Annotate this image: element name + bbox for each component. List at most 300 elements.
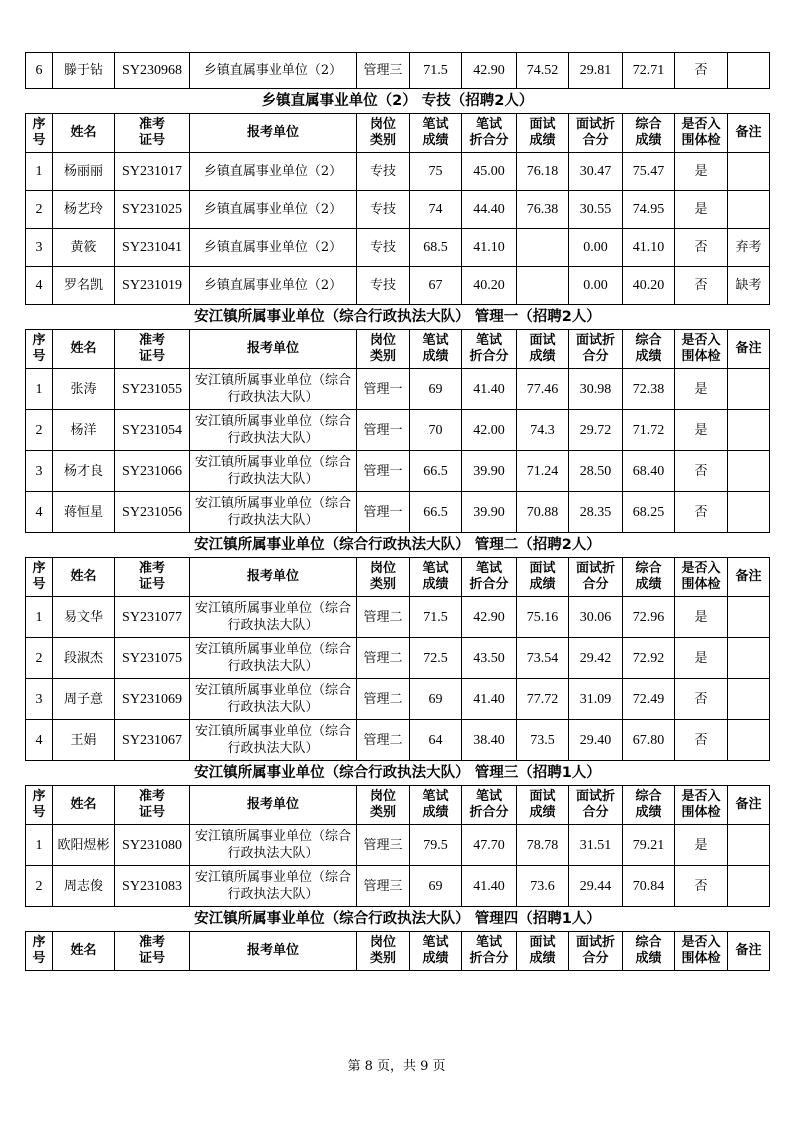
cell-8: 70.88 <box>517 492 569 533</box>
column-header-text: 成绩 <box>422 133 449 148</box>
cell-11: 是 <box>675 825 728 866</box>
column-header-text: 面试 <box>529 333 556 348</box>
cell-7: 42.90 <box>462 597 517 638</box>
table-row <box>26 229 770 267</box>
column-header-text: 姓名 <box>70 341 97 356</box>
section-title: 乡镇直属事业单位（2） 专技（招聘2人） <box>261 93 534 109</box>
column-header-text: 成绩 <box>529 349 556 364</box>
cell-4: 安江镇所属事业单位（综合行政执法大队） <box>190 410 357 451</box>
cell-8: 73.54 <box>517 638 569 679</box>
column-header-text: 笔试 <box>422 935 449 950</box>
cell-1: 4 <box>26 267 53 305</box>
section-title-row <box>26 761 770 786</box>
cell-5: 专技 <box>357 267 410 305</box>
cell-4: 安江镇所属事业单位（综合行政执法大队） <box>190 369 357 410</box>
cell-9: 29.42 <box>569 638 623 679</box>
column-header <box>115 330 190 369</box>
cell-2: 周子意 <box>53 679 115 720</box>
cell-12 <box>728 410 770 451</box>
column-header-text: 合分 <box>582 951 609 966</box>
cell-5: 管理一 <box>357 492 410 533</box>
column-header-text: 围体检 <box>681 349 721 364</box>
cell-3: SY231019 <box>115 267 190 305</box>
cell-7: 39.90 <box>462 451 517 492</box>
cell-2: 杨洋 <box>53 410 115 451</box>
cell-9: 29.81 <box>569 53 623 89</box>
cell-9: 28.35 <box>569 492 623 533</box>
cell-11: 否 <box>675 229 728 267</box>
column-header-text: 证号 <box>138 133 165 148</box>
cell-2: 王娟 <box>53 720 115 761</box>
column-header-text: 笔试 <box>475 789 502 804</box>
column-header-text: 成绩 <box>529 133 556 148</box>
cell-9: 30.47 <box>569 153 623 191</box>
cell-6: 79.5 <box>410 825 462 866</box>
column-header-text: 围体检 <box>681 577 721 592</box>
column-header-text: 是否入 <box>681 789 721 804</box>
cell-10: 72.92 <box>623 638 675 679</box>
column-header-text: 姓名 <box>70 797 97 812</box>
table-row <box>26 53 770 89</box>
cell-6: 64 <box>410 720 462 761</box>
column-header <box>190 932 357 971</box>
column-header-text: 成绩 <box>422 951 449 966</box>
column-header-text: 围体检 <box>681 805 721 820</box>
column-header <box>728 932 770 971</box>
cell-8: 73.6 <box>517 866 569 907</box>
cell-9: 29.40 <box>569 720 623 761</box>
table-row <box>26 492 770 533</box>
cell-8 <box>517 229 569 267</box>
cell-7: 41.40 <box>462 369 517 410</box>
table-row <box>26 866 770 907</box>
column-header-text: 是否入 <box>681 117 721 132</box>
cell-3: SY231069 <box>115 679 190 720</box>
cell-12: 缺考 <box>728 267 770 305</box>
cell-12 <box>728 597 770 638</box>
column-header-text: 笔试 <box>422 561 449 576</box>
cell-2: 黄筱 <box>53 229 115 267</box>
column-header <box>410 932 462 971</box>
cell-12 <box>728 866 770 907</box>
header-row <box>26 114 770 153</box>
cell-6: 75 <box>410 153 462 191</box>
column-header <box>26 114 53 153</box>
cell-3: SY231083 <box>115 866 190 907</box>
column-header <box>26 786 53 825</box>
column-header-text: 面试折 <box>575 789 615 804</box>
table-row <box>26 825 770 866</box>
cell-7: 44.40 <box>462 191 517 229</box>
cell-9: 30.06 <box>569 597 623 638</box>
cell-8: 75.16 <box>517 597 569 638</box>
cell-10: 40.20 <box>623 267 675 305</box>
cell-10: 72.71 <box>623 53 675 89</box>
cell-3: SY231066 <box>115 451 190 492</box>
column-header-text: 成绩 <box>422 349 449 364</box>
cell-1: 1 <box>26 153 53 191</box>
column-header <box>462 558 517 597</box>
cell-10: 72.49 <box>623 679 675 720</box>
column-header-text: 综合 <box>635 333 662 348</box>
section-title-row <box>26 907 770 932</box>
column-header-text: 成绩 <box>635 577 662 592</box>
cell-5: 管理三 <box>357 866 410 907</box>
column-header <box>728 330 770 369</box>
column-header <box>623 330 675 369</box>
cell-10: 68.25 <box>623 492 675 533</box>
column-header <box>675 786 728 825</box>
cell-2: 蒋恒星 <box>53 492 115 533</box>
cell-2: 滕于钻 <box>53 53 115 89</box>
column-header-text: 类别 <box>369 577 396 592</box>
cell-12 <box>728 191 770 229</box>
cell-6: 68.5 <box>410 229 462 267</box>
cell-11: 否 <box>675 267 728 305</box>
cell-5: 管理二 <box>357 638 410 679</box>
table-row <box>26 410 770 451</box>
cell-7: 41.40 <box>462 866 517 907</box>
cell-5: 管理一 <box>357 410 410 451</box>
cell-6: 66.5 <box>410 451 462 492</box>
cell-1: 1 <box>26 369 53 410</box>
cell-5: 管理一 <box>357 369 410 410</box>
column-header-text: 证号 <box>138 577 165 592</box>
column-header-text: 类别 <box>369 951 396 966</box>
column-header <box>728 786 770 825</box>
column-header-text: 备注 <box>735 341 762 356</box>
cell-12 <box>728 679 770 720</box>
cell-8: 77.72 <box>517 679 569 720</box>
table-row <box>26 638 770 679</box>
cell-7: 39.90 <box>462 492 517 533</box>
table-row <box>26 267 770 305</box>
column-header <box>517 786 569 825</box>
column-header <box>115 558 190 597</box>
column-header-text: 号 <box>32 349 46 364</box>
section-title-row <box>26 533 770 558</box>
cell-7: 42.00 <box>462 410 517 451</box>
cell-12 <box>728 720 770 761</box>
cell-8: 74.3 <box>517 410 569 451</box>
column-header <box>462 786 517 825</box>
cell-2: 周志俊 <box>53 866 115 907</box>
cell-3: SY231056 <box>115 492 190 533</box>
cell-4: 安江镇所属事业单位（综合行政执法大队） <box>190 451 357 492</box>
column-header-text: 报考单位 <box>246 125 299 140</box>
cell-3: SY231075 <box>115 638 190 679</box>
cell-1: 3 <box>26 451 53 492</box>
column-header-text: 面试折 <box>575 333 615 348</box>
column-header-text: 折合分 <box>469 951 509 966</box>
cell-2: 杨才良 <box>53 451 115 492</box>
column-header-text: 证号 <box>138 349 165 364</box>
cell-3: SY231054 <box>115 410 190 451</box>
column-header-text: 号 <box>32 805 46 820</box>
cell-10: 68.40 <box>623 451 675 492</box>
column-header <box>357 786 410 825</box>
cell-7: 38.40 <box>462 720 517 761</box>
header-row <box>26 330 770 369</box>
cell-8: 74.52 <box>517 53 569 89</box>
column-header <box>569 558 623 597</box>
cell-9: 30.98 <box>569 369 623 410</box>
column-header-text: 备注 <box>735 125 762 140</box>
column-header <box>569 786 623 825</box>
section-title: 安江镇所属事业单位（综合行政执法大队） 管理二（招聘2人） <box>194 537 601 553</box>
column-header <box>357 558 410 597</box>
cell-9: 29.44 <box>569 866 623 907</box>
cell-3: SY231041 <box>115 229 190 267</box>
cell-4: 乡镇直属事业单位（2） <box>190 229 357 267</box>
cell-4: 乡镇直属事业单位（2） <box>190 267 357 305</box>
column-header-text: 面试 <box>529 789 556 804</box>
column-header-text: 合分 <box>582 133 609 148</box>
column-header <box>115 114 190 153</box>
column-header-text: 折合分 <box>469 133 509 148</box>
column-header-text: 序 <box>32 935 46 950</box>
cell-9: 0.00 <box>569 267 623 305</box>
column-header-text: 围体检 <box>681 951 721 966</box>
section-title: 安江镇所属事业单位（综合行政执法大队） 管理三（招聘1人） <box>194 765 601 781</box>
column-header-text: 成绩 <box>635 349 662 364</box>
cell-6: 69 <box>410 866 462 907</box>
cell-7: 41.40 <box>462 679 517 720</box>
header-row <box>26 558 770 597</box>
cell-8 <box>517 267 569 305</box>
column-header-text: 笔试 <box>475 935 502 950</box>
table-row <box>26 191 770 229</box>
column-header-text: 姓名 <box>70 125 97 140</box>
cell-8: 71.24 <box>517 451 569 492</box>
column-header <box>675 932 728 971</box>
cell-6: 66.5 <box>410 492 462 533</box>
column-header-text: 准考 <box>138 333 165 348</box>
cell-1: 2 <box>26 191 53 229</box>
section-title: 安江镇所属事业单位（综合行政执法大队） 管理一（招聘2人） <box>194 309 601 325</box>
column-header-text: 综合 <box>635 561 662 576</box>
table-row <box>26 720 770 761</box>
column-header-text: 准考 <box>138 935 165 950</box>
cell-1: 3 <box>26 679 53 720</box>
column-header <box>410 330 462 369</box>
column-header-text: 面试 <box>529 117 556 132</box>
column-header <box>53 114 115 153</box>
table-row <box>26 451 770 492</box>
cell-6: 72.5 <box>410 638 462 679</box>
column-header-text: 围体检 <box>681 133 721 148</box>
column-header-text: 准考 <box>138 789 165 804</box>
column-header-text: 笔试 <box>475 333 502 348</box>
column-header <box>357 330 410 369</box>
column-header <box>517 932 569 971</box>
column-header <box>623 786 675 825</box>
cell-2: 杨丽丽 <box>53 153 115 191</box>
column-header-text: 序 <box>32 561 46 576</box>
column-header-text: 是否入 <box>681 333 721 348</box>
column-header <box>569 330 623 369</box>
column-header-text: 面试折 <box>575 561 615 576</box>
cell-1: 2 <box>26 410 53 451</box>
cell-8: 73.5 <box>517 720 569 761</box>
cell-3: SY231077 <box>115 597 190 638</box>
column-header-text: 面试折 <box>575 935 615 950</box>
cell-3: SY231055 <box>115 369 190 410</box>
column-header-text: 成绩 <box>529 577 556 592</box>
column-header-text: 面试 <box>529 935 556 950</box>
cell-11: 是 <box>675 597 728 638</box>
cell-9: 0.00 <box>569 229 623 267</box>
cell-1: 2 <box>26 638 53 679</box>
column-header-text: 报考单位 <box>246 341 299 356</box>
cell-2: 罗名凯 <box>53 267 115 305</box>
column-header <box>623 932 675 971</box>
column-header-text: 报考单位 <box>246 569 299 584</box>
cell-6: 71.5 <box>410 597 462 638</box>
cell-12 <box>728 638 770 679</box>
cell-3: SY231025 <box>115 191 190 229</box>
cell-3: SY231067 <box>115 720 190 761</box>
column-header-text: 综合 <box>635 117 662 132</box>
page-footer: 第 8 页，共 9 页 <box>347 1059 446 1074</box>
results-table <box>25 52 770 971</box>
cell-5: 管理三 <box>357 825 410 866</box>
column-header-text: 综合 <box>635 789 662 804</box>
cell-12 <box>728 153 770 191</box>
column-header-text: 号 <box>32 133 46 148</box>
cell-5: 管理二 <box>357 597 410 638</box>
column-header-text: 报考单位 <box>246 943 299 958</box>
cell-2: 张涛 <box>53 369 115 410</box>
header-row <box>26 932 770 971</box>
cell-11: 是 <box>675 369 728 410</box>
column-header-text: 折合分 <box>469 349 509 364</box>
cell-6: 71.5 <box>410 53 462 89</box>
column-header-text: 岗位 <box>369 333 396 348</box>
column-header-text: 序 <box>32 789 46 804</box>
section-title-row <box>26 89 770 114</box>
cell-1: 4 <box>26 720 53 761</box>
column-header <box>53 786 115 825</box>
cell-10: 75.47 <box>623 153 675 191</box>
cell-11: 是 <box>675 410 728 451</box>
cell-12 <box>728 451 770 492</box>
column-header <box>569 114 623 153</box>
column-header-text: 准考 <box>138 561 165 576</box>
column-header-text: 成绩 <box>635 133 662 148</box>
cell-1: 1 <box>26 597 53 638</box>
cell-1: 6 <box>26 53 53 89</box>
cell-12 <box>728 369 770 410</box>
cell-10: 79.21 <box>623 825 675 866</box>
column-header <box>190 558 357 597</box>
cell-7: 41.10 <box>462 229 517 267</box>
cell-7: 42.90 <box>462 53 517 89</box>
column-header-text: 折合分 <box>469 805 509 820</box>
cell-7: 47.70 <box>462 825 517 866</box>
cell-11: 否 <box>675 53 728 89</box>
column-header <box>190 330 357 369</box>
cell-5: 专技 <box>357 229 410 267</box>
cell-4: 乡镇直属事业单位（2） <box>190 53 357 89</box>
column-header <box>462 330 517 369</box>
column-header-text: 类别 <box>369 349 396 364</box>
cell-6: 69 <box>410 679 462 720</box>
column-header-text: 成绩 <box>422 577 449 592</box>
column-header-text: 岗位 <box>369 935 396 950</box>
cell-4: 安江镇所属事业单位（综合行政执法大队） <box>190 679 357 720</box>
column-header-text: 成绩 <box>529 805 556 820</box>
cell-1: 2 <box>26 866 53 907</box>
cell-12 <box>728 53 770 89</box>
table-row <box>26 597 770 638</box>
column-header-text: 成绩 <box>635 805 662 820</box>
column-header <box>26 330 53 369</box>
column-header <box>190 114 357 153</box>
column-header-text: 姓名 <box>70 569 97 584</box>
column-header <box>26 932 53 971</box>
column-header <box>675 330 728 369</box>
cell-9: 29.72 <box>569 410 623 451</box>
column-header <box>623 114 675 153</box>
column-header <box>517 114 569 153</box>
column-header <box>462 114 517 153</box>
cell-4: 乡镇直属事业单位（2） <box>190 191 357 229</box>
cell-7: 40.20 <box>462 267 517 305</box>
section-title-row <box>26 305 770 330</box>
column-header-text: 号 <box>32 951 46 966</box>
column-header <box>728 558 770 597</box>
column-header <box>410 786 462 825</box>
cell-4: 乡镇直属事业单位（2） <box>190 153 357 191</box>
column-header-text: 备注 <box>735 943 762 958</box>
cell-9: 31.51 <box>569 825 623 866</box>
column-header-text: 成绩 <box>422 805 449 820</box>
column-header-text: 证号 <box>138 951 165 966</box>
column-header-text: 报考单位 <box>246 797 299 812</box>
cell-3: SY231017 <box>115 153 190 191</box>
cell-1: 3 <box>26 229 53 267</box>
column-header <box>569 932 623 971</box>
table-row <box>26 679 770 720</box>
cell-2: 易文华 <box>53 597 115 638</box>
cell-12: 弃考 <box>728 229 770 267</box>
column-header <box>728 114 770 153</box>
section-title: 安江镇所属事业单位（综合行政执法大队） 管理四（招聘1人） <box>194 911 601 927</box>
column-header <box>623 558 675 597</box>
column-header-text: 是否入 <box>681 935 721 950</box>
cell-6: 67 <box>410 267 462 305</box>
column-header-text: 类别 <box>369 805 396 820</box>
column-header <box>675 114 728 153</box>
cell-10: 41.10 <box>623 229 675 267</box>
column-header-text: 成绩 <box>635 951 662 966</box>
column-header <box>410 558 462 597</box>
cell-11: 是 <box>675 638 728 679</box>
cell-4: 安江镇所属事业单位（综合行政执法大队） <box>190 492 357 533</box>
column-header-text: 合分 <box>582 805 609 820</box>
cell-9: 31.09 <box>569 679 623 720</box>
cell-5: 管理二 <box>357 679 410 720</box>
column-header-text: 笔试 <box>475 117 502 132</box>
cell-8: 77.46 <box>517 369 569 410</box>
column-header <box>357 932 410 971</box>
cell-12 <box>728 825 770 866</box>
cell-10: 70.84 <box>623 866 675 907</box>
column-header-text: 合分 <box>582 577 609 592</box>
column-header <box>53 330 115 369</box>
column-header-text: 笔试 <box>422 333 449 348</box>
